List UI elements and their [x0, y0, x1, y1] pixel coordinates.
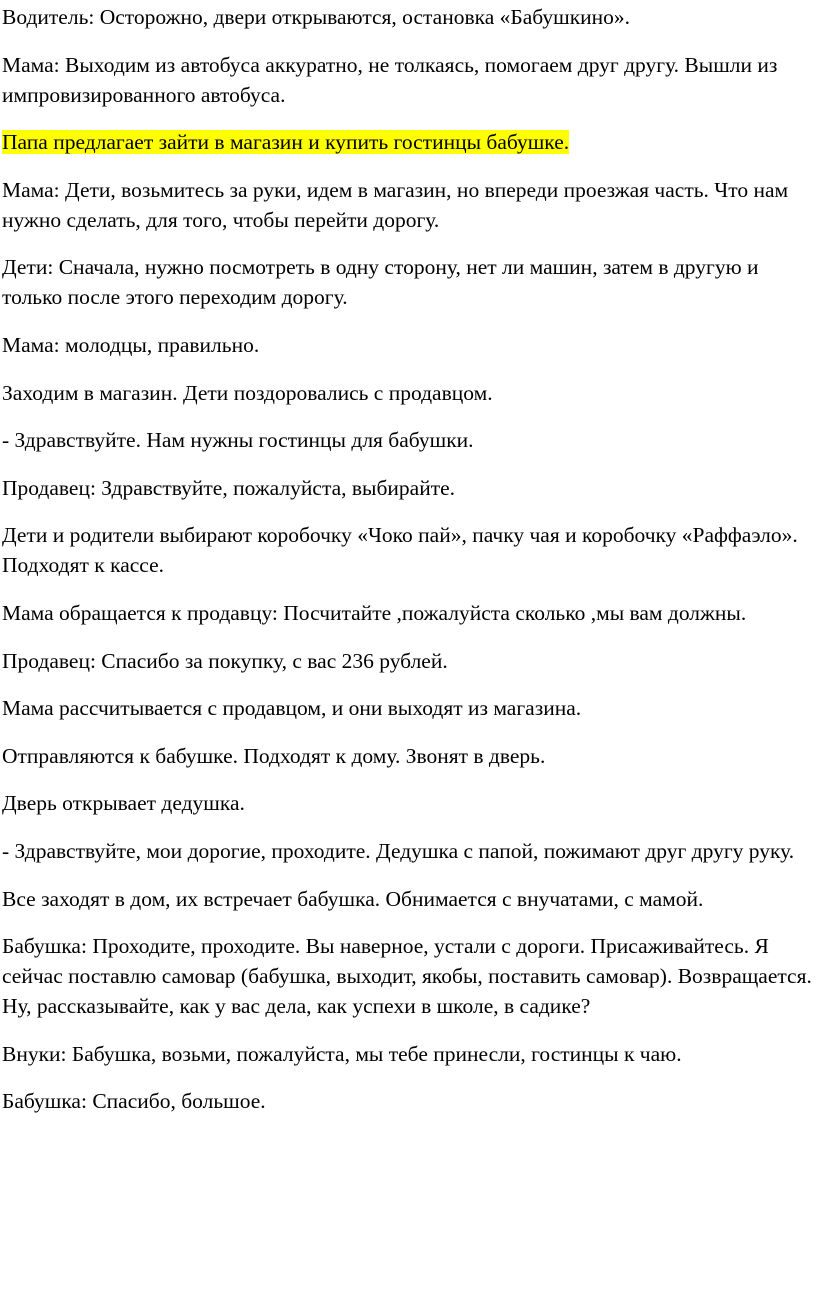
paragraph: Заходим в магазин. Дети поздоровались с продавцом. [2, 380, 493, 405]
paragraph: Бабушка: Спасибо, большое. [2, 1089, 266, 1114]
paragraph: - Здравствуйте. Нам нужны гостинцы для бабушки. [2, 428, 474, 453]
paragraph: Дети и родители выбирают коробочку «Чоко пай», пачку чая и коробочку «Раффаэло». Подходят к кассе. [2, 523, 798, 578]
document-page [0, 2, 816, 1290]
paragraph: Отправляются к бабушке. Подходят к дому. Звонят в дверь. [2, 743, 546, 768]
paragraph: - Здравствуйте, мои дорогие, проходите. Дедушка с папой, пожимают друг другу руку. [2, 838, 795, 863]
paragraph: Мама рассчитывается с продавцом, и они выходят из магазина. [2, 696, 582, 721]
paragraph: Мама обращается к продавцу: Посчитайте ,пожалуйста сколько ,мы вам должны. [2, 600, 747, 625]
paragraph: Мама: Дети, возьмитесь за руки, идем в магазин, но впереди проезжая часть. Что нам нужно сделать, для того, чтобы перейти дорогу. [2, 177, 789, 232]
paragraph: Все заходят в дом, их встречает бабушка. Обнимается с внучатами, с мамой. [2, 886, 704, 911]
paragraph-highlighted [2, 127, 816, 157]
paragraph: Продавец: Здравствуйте, пожалуйста, выбирайте. [2, 475, 456, 500]
paragraph: Дверь открывает дедушка. [2, 791, 245, 816]
paragraph: Водитель: Осторожно, двери открываются, остановка «Бабушкино». [2, 5, 631, 29]
paragraph: Мама: молодцы, правильно. [2, 332, 260, 357]
highlighted-text: Папа предлагает зайти в магазин и купить гостинцы бабушке. [2, 130, 570, 155]
paragraph: Мама: Выходим из автобуса аккуратно, не толкаясь, помогаем друг другу. Вышли из импровизированного автобуса. [2, 52, 778, 107]
paragraph: Бабушка: Проходите, проходите. Вы наверное, устали с дороги. Присаживайтесь. Я сейчас поставлю самовар (бабушка, выходит, якобы, поставить самовар). Возвращается. Ну, рассказывайте, как у вас дела, как успехи в школе, в садике? [2, 934, 812, 1019]
paragraph: Внуки: Бабушка, возьми, пожалуйста, мы тебе принесли, гостинцы к чаю. [2, 1041, 682, 1066]
paragraph: Продавец: Спасибо за покупку, с вас 236 рублей. [2, 648, 448, 673]
paragraph: Дети: Сначала, нужно посмотреть в одну сторону, нет ли машин, затем в другую и только после этого переходим дорогу. [2, 255, 759, 310]
